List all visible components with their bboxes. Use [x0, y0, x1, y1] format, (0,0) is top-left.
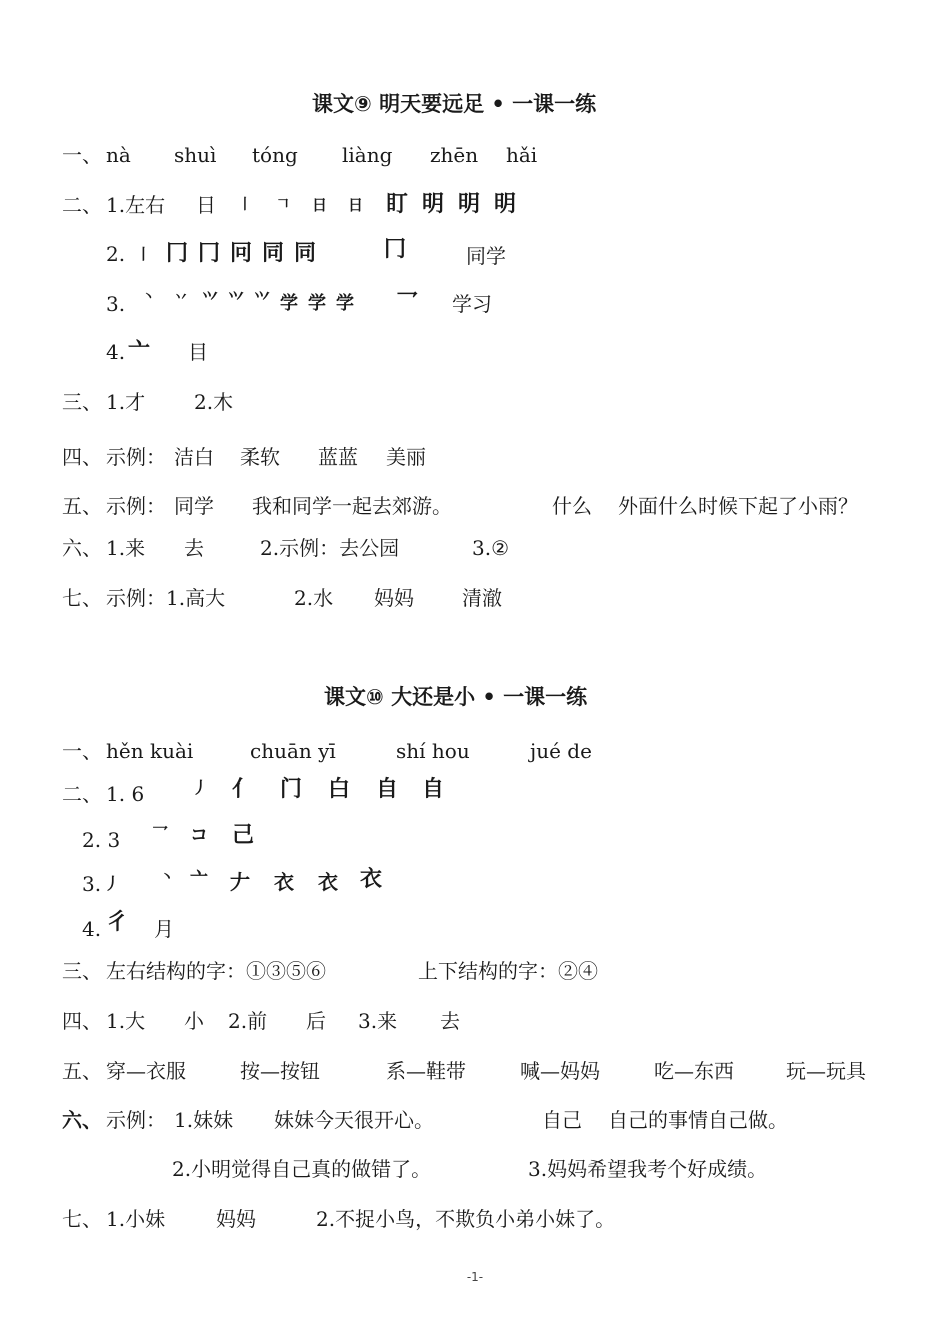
s1-q5-num: 五、: [62, 494, 102, 518]
pinyin-item: nà: [106, 143, 131, 167]
s1-q2-r4-label: 4.: [106, 340, 126, 364]
answer: 1.才: [106, 390, 146, 414]
s2-q2-num: 二、: [62, 782, 102, 806]
stroke-order-step: 日: [348, 196, 364, 214]
answer: 2.不捉小鸟，不欺负小弟小妹了。: [316, 1207, 616, 1231]
answer-sentence: 3.妈妈希望我考个好成绩。: [528, 1157, 768, 1181]
stroke-order-step: 丨: [238, 197, 252, 213]
answer: 去: [184, 536, 204, 560]
answer-pair: 按—按钮: [240, 1059, 320, 1083]
s2-q2-r3-label: 3.: [82, 872, 102, 896]
stroke-order-step: 亻: [232, 777, 255, 802]
stroke-order-step: 衣: [360, 867, 383, 892]
stroke-order-step: 明: [422, 192, 445, 217]
answer: 2.水: [294, 586, 334, 610]
pinyin-item: liàng: [342, 143, 393, 167]
answer-word: 蓝蓝: [318, 445, 358, 469]
stroke-order-step: コ: [190, 825, 208, 846]
stroke-order-step: 学: [280, 293, 298, 314]
s1-q4-num: 四、: [62, 445, 102, 469]
pinyin-item: chuān yī: [250, 739, 336, 763]
stroke-order-step: 明: [458, 192, 481, 217]
stroke-order-step: 衣: [318, 870, 338, 894]
example-label: 示例：: [106, 445, 166, 469]
answer: 左右结构的字：①③⑤⑥: [106, 959, 326, 983]
stroke-order-step: 丨: [136, 245, 152, 263]
answer: 2.示例：去公园: [260, 536, 400, 560]
s2-q2-r2-label: 2. 3: [82, 828, 121, 852]
answer: 妈妈: [374, 586, 414, 610]
stroke-order-step: 丿: [192, 778, 209, 797]
s1-q2-r1-label: 1.左右: [106, 193, 166, 217]
s2-q6-num: 六、: [62, 1108, 102, 1132]
s1-q1-num: 一、: [62, 143, 102, 167]
answer-pair: 玩—玩具: [786, 1059, 866, 1083]
s1-q6-num: 六、: [62, 536, 102, 560]
radical: 冂: [384, 237, 407, 262]
stroke-order-step: 冋: [230, 241, 253, 266]
stroke-order-step: 同: [262, 241, 285, 266]
stroke-order-step: 明: [494, 192, 517, 217]
answer-pair: 系—鞋带: [386, 1059, 466, 1083]
s2-q3-num: 三、: [62, 959, 102, 983]
stroke-order-step: 乛: [152, 824, 169, 843]
answer-pair: 吃—东西: [654, 1059, 734, 1083]
answer-word: 同学: [174, 494, 214, 518]
s1-q2-r1-char: 日: [196, 193, 216, 217]
stroke-order-step: 盯: [386, 192, 409, 217]
pinyin-item: hěn kuài: [106, 739, 194, 763]
answer-sentence: 2.小明觉得自己真的做错了。: [172, 1157, 432, 1181]
s2-q7-num: 七、: [62, 1207, 102, 1231]
s2-q4-num: 四、: [62, 1009, 102, 1033]
example-label: 示例：: [106, 494, 166, 518]
answer: 3.来: [358, 1009, 398, 1033]
answer-word: 同学: [466, 244, 506, 268]
answer-pair: 喊—妈妈: [520, 1059, 600, 1083]
stroke-order-step: 学: [336, 293, 354, 314]
lesson-10-title: 课文⑩ 大还是小 • 一课一练: [324, 685, 588, 709]
s2-q5-num: 五、: [62, 1059, 102, 1083]
pinyin-item: zhēn: [430, 143, 479, 167]
s2-q2-r4-label: 4.: [82, 917, 102, 941]
page-number: -1-: [466, 1270, 484, 1284]
radical: 亠: [128, 339, 151, 364]
s1-q2-r3-label: 3.: [106, 292, 126, 316]
answer-word: 柔软: [240, 445, 280, 469]
stroke-order-step: 门: [280, 777, 303, 802]
example-label: 示例：: [106, 1108, 166, 1132]
stroke-order-step: 己: [232, 823, 255, 848]
stroke-order-step: 丷: [174, 290, 188, 306]
stroke-order-step: 𠂇: [230, 870, 250, 894]
answer-word: 学习: [452, 292, 492, 316]
answer: 2.木: [194, 390, 234, 414]
s2-q1-num: 一、: [62, 739, 102, 763]
answer-sentence: 外面什么时候下起了小雨？: [618, 494, 858, 518]
answer-char: 目: [188, 340, 208, 364]
answer: 示例：1.高大: [106, 586, 226, 610]
stroke-order-step: 自: [376, 777, 399, 802]
s1-q2-num: 二、: [62, 193, 102, 217]
answer-sentence: 我和同学一起去郊游。: [252, 494, 452, 518]
answer: 小: [184, 1009, 204, 1033]
stroke-order-step: ⺍: [254, 290, 271, 309]
answer-word: 什么: [552, 494, 592, 518]
pinyin-item: hǎi: [506, 143, 538, 167]
answer: 2.前: [228, 1009, 268, 1033]
answer: 1.来: [106, 536, 146, 560]
answer: 上下结构的字：②④: [418, 959, 598, 983]
answer: 后: [306, 1009, 326, 1033]
answer: 清澈: [462, 586, 502, 610]
answer: 3.②: [472, 536, 510, 560]
stroke-order-step: ⺍: [202, 290, 219, 309]
s2-q2-r1-label: 1. 6: [106, 782, 145, 806]
answer-word: 美丽: [386, 445, 426, 469]
answer-char: 月: [154, 917, 174, 941]
lesson-9-title: 课文⑨ 明天要远足 • 一课一练: [312, 92, 597, 116]
s1-q3-num: 三、: [62, 390, 102, 414]
stroke-order-step: 白: [328, 777, 351, 802]
radical: 彳: [106, 910, 129, 935]
stroke-order-step: 丶: [160, 870, 174, 886]
stroke-order-step: 学: [308, 293, 326, 314]
answer-word: 1.妹妹: [174, 1108, 234, 1132]
stroke-order-step: 日: [312, 196, 328, 214]
answer-pair: 穿—衣服: [106, 1059, 186, 1083]
stroke-order-step: ⺍: [228, 290, 245, 309]
answer: 1.大: [106, 1009, 146, 1033]
stroke-order-step: 冂: [166, 241, 189, 266]
answer: 妈妈: [216, 1207, 256, 1231]
stroke-order-step: 冂: [198, 241, 221, 266]
stroke-order-step: 衣: [274, 870, 294, 894]
s1-q2-r2-label: 2.: [106, 242, 126, 266]
answer-word: 洁白: [174, 445, 214, 469]
pinyin-item: tóng: [252, 143, 298, 167]
stroke-order-step: 丿: [104, 874, 121, 893]
stroke-order-step: 𠃍: [276, 197, 290, 213]
answer-word: 自己: [542, 1108, 582, 1132]
pinyin-item: shí hou: [396, 739, 470, 763]
pinyin-item: shuì: [174, 143, 217, 167]
stroke-order-step: 自: [422, 777, 445, 802]
answer: 1.小妹: [106, 1207, 166, 1231]
answer-sentence: 自己的事情自己做。: [608, 1108, 788, 1132]
stroke-order-step: 同: [294, 241, 317, 266]
stroke-order-step: 丶: [142, 290, 156, 305]
answer: 去: [440, 1009, 460, 1033]
stroke-order-step: 亠: [190, 869, 208, 890]
radical: 乛: [396, 291, 419, 316]
pinyin-item: jué de: [530, 739, 592, 763]
s1-q7-num: 七、: [62, 586, 102, 610]
answer-sentence: 妹妹今天很开心。: [274, 1108, 434, 1132]
